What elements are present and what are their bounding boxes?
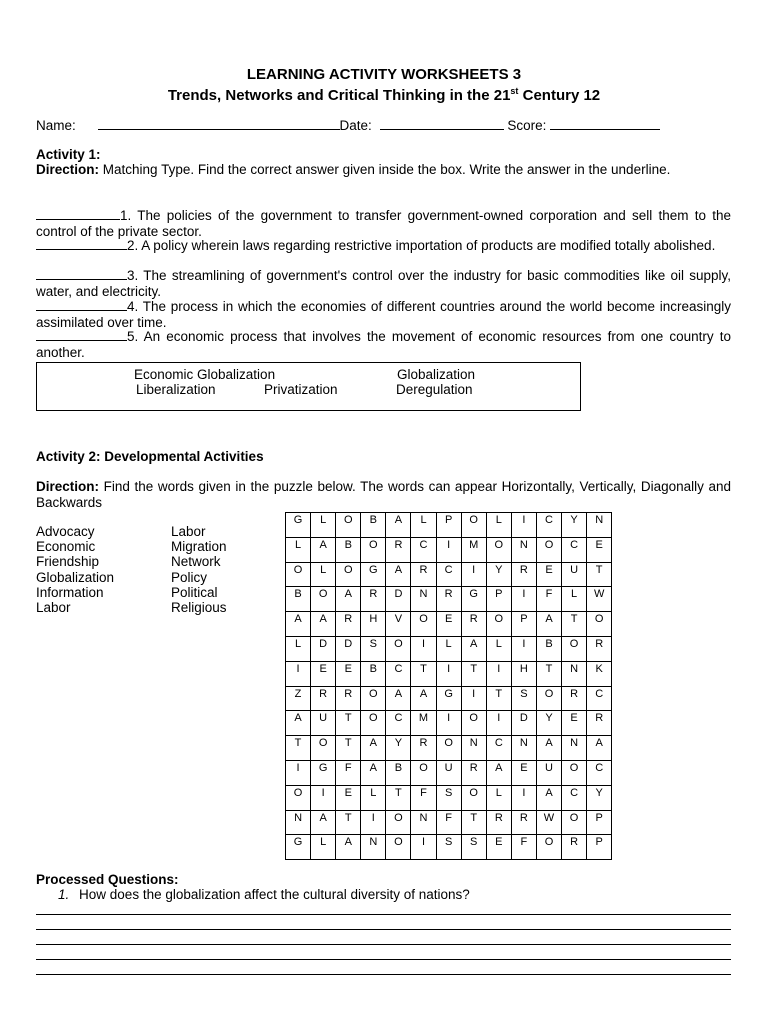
grid-cell[interactable]: T (286, 736, 311, 761)
grid-cell[interactable]: E (311, 661, 336, 686)
activity1-direction (36, 162, 731, 178)
grid-cell[interactable]: T (461, 661, 486, 686)
answer-choices-box (36, 362, 581, 411)
item-number: 3. (127, 268, 139, 283)
grid-cell[interactable]: B (536, 636, 561, 661)
grid-cell[interactable]: E (562, 711, 587, 736)
grid-cell[interactable]: A (336, 587, 361, 612)
grid-cell[interactable]: E (436, 612, 461, 637)
activity2-direction (36, 479, 731, 510)
grid-cell[interactable]: O (436, 736, 461, 761)
grid-cell[interactable]: L (486, 513, 511, 538)
grid-cell[interactable]: R (587, 711, 612, 736)
item-text: The process in which the economies of different countries around the world become increasingly assimilated over time. (36, 299, 732, 330)
answer-line[interactable] (36, 959, 731, 960)
grid-cell[interactable]: I (436, 537, 461, 562)
matching-item-2 (36, 237, 731, 254)
answer-line[interactable] (36, 929, 731, 930)
student-info-line (36, 117, 660, 134)
grid-cell[interactable]: A (361, 760, 386, 785)
grid-cell[interactable]: T (336, 810, 361, 835)
grid-cell[interactable]: H (511, 661, 536, 686)
grid-cell[interactable]: O (386, 835, 411, 860)
grid-row (286, 587, 612, 612)
grid-cell[interactable]: I (411, 636, 436, 661)
grid-cell[interactable]: O (486, 537, 511, 562)
grid-cell[interactable]: L (311, 562, 336, 587)
grid-cell[interactable]: O (386, 636, 411, 661)
grid-cell[interactable]: R (511, 562, 536, 587)
grid-cell[interactable]: I (511, 785, 536, 810)
grid-cell[interactable]: S (361, 636, 386, 661)
grid-row (286, 711, 612, 736)
grid-cell[interactable]: A (386, 686, 411, 711)
grid-cell[interactable]: A (361, 736, 386, 761)
grid-cell[interactable]: C (587, 686, 612, 711)
word-list-right (171, 524, 291, 615)
grid-cell[interactable]: L (286, 537, 311, 562)
grid-cell[interactable]: H (361, 612, 386, 637)
grid-cell[interactable]: R (562, 835, 587, 860)
grid-cell[interactable]: M (411, 711, 436, 736)
subtitle-text: Trends, Networks and Critical Thinking in the 21 (167, 87, 511, 104)
answer-blank-2[interactable] (36, 237, 127, 250)
grid-cell[interactable]: B (361, 513, 386, 538)
subtitle-superscript: st (510, 86, 519, 96)
grid-row (286, 661, 612, 686)
grid-cell[interactable]: K (587, 661, 612, 686)
grid-cell[interactable]: U (536, 760, 561, 785)
grid-cell[interactable]: I (511, 513, 536, 538)
item-number: 1. (120, 208, 132, 223)
grid-cell[interactable]: T (536, 661, 561, 686)
date-field[interactable] (380, 117, 504, 130)
grid-cell[interactable]: Y (562, 513, 587, 538)
item-text: The policies of the government to transfer government-owned corporation and sell them to the control of the private sector. (36, 208, 732, 239)
grid-cell[interactable]: O (536, 537, 561, 562)
grid-cell[interactable]: C (587, 760, 612, 785)
grid-cell[interactable]: C (536, 513, 561, 538)
grid-cell[interactable]: I (436, 661, 461, 686)
grid-cell[interactable]: B (336, 537, 361, 562)
grid-cell[interactable]: E (536, 562, 561, 587)
grid-cell[interactable]: N (562, 736, 587, 761)
grid-cell[interactable]: C (386, 661, 411, 686)
grid-cell[interactable]: U (436, 760, 461, 785)
grid-cell[interactable]: I (461, 562, 486, 587)
direction-label: Direction: (36, 162, 100, 177)
grid-row (286, 562, 612, 587)
grid-cell[interactable]: L (286, 636, 311, 661)
grid-cell[interactable]: O (286, 785, 311, 810)
word-item: Globalization (36, 569, 115, 585)
grid-cell[interactable]: S (511, 686, 536, 711)
grid-cell[interactable]: L (411, 513, 436, 538)
grid-cell[interactable]: R (587, 636, 612, 661)
grid-cell[interactable]: N (411, 587, 436, 612)
grid-cell[interactable]: I (511, 636, 536, 661)
grid-row (286, 636, 612, 661)
word-list-left (36, 524, 156, 615)
grid-cell[interactable]: F (511, 835, 536, 860)
grid-cell[interactable]: R (411, 562, 436, 587)
grid-cell[interactable]: A (486, 760, 511, 785)
choice-economic-globalization: Economic Globalization (134, 367, 276, 382)
grid-cell[interactable]: Z (286, 686, 311, 711)
grid-cell[interactable]: U (311, 711, 336, 736)
worksheet-subtitle (0, 84, 768, 104)
grid-cell[interactable]: O (361, 686, 386, 711)
grid-cell[interactable]: P (587, 810, 612, 835)
subtitle-text-end: Century 12 (518, 87, 601, 104)
grid-cell[interactable]: G (461, 587, 486, 612)
answer-line[interactable] (36, 914, 731, 915)
matching-item-5 (36, 328, 731, 360)
word-search-grid (285, 512, 612, 860)
grid-cell[interactable]: O (536, 835, 561, 860)
grid-cell[interactable]: P (486, 587, 511, 612)
grid-cell[interactable]: G (286, 513, 311, 538)
grid-cell[interactable]: T (461, 810, 486, 835)
grid-cell[interactable]: N (461, 736, 486, 761)
grid-cell[interactable]: G (311, 760, 336, 785)
choice-globalization: Globalization (397, 367, 476, 382)
matching-item-3 (36, 267, 731, 299)
grid-cell[interactable]: L (311, 835, 336, 860)
grid-cell[interactable]: N (411, 810, 436, 835)
grid-cell[interactable]: Y (486, 562, 511, 587)
grid-cell[interactable]: R (486, 810, 511, 835)
grid-row (286, 810, 612, 835)
grid-cell[interactable]: F (336, 760, 361, 785)
name-field[interactable] (98, 117, 340, 130)
grid-cell[interactable]: A (536, 612, 561, 637)
item-number: 4. (127, 299, 139, 314)
date-label: Date: (339, 118, 372, 133)
grid-cell[interactable]: D (386, 587, 411, 612)
direction-text: Matching Type. Find the correct answer given inside the box. Write the answer in the underline. (102, 162, 671, 177)
grid-cell[interactable]: I (436, 711, 461, 736)
grid-cell[interactable]: E (511, 760, 536, 785)
grid-cell[interactable]: D (311, 636, 336, 661)
item-number: 2. (127, 238, 139, 253)
grid-cell[interactable]: I (286, 760, 311, 785)
word-item: Information (36, 584, 104, 600)
question-number: 1. (58, 887, 70, 902)
grid-row (286, 785, 612, 810)
grid-cell[interactable]: S (436, 835, 461, 860)
word-item: Advocacy (36, 524, 95, 539)
grid-cell[interactable]: R (336, 612, 361, 637)
grid-cell[interactable]: E (336, 785, 361, 810)
grid-cell[interactable]: B (361, 661, 386, 686)
answer-line[interactable] (36, 944, 731, 945)
grid-cell[interactable]: G (286, 835, 311, 860)
name-label: Name: (36, 118, 76, 133)
score-label: Score: (507, 118, 547, 133)
answer-blank-3[interactable] (36, 267, 127, 280)
grid-cell[interactable]: P (587, 835, 612, 860)
worksheet-title: LEARNING ACTIVITY WORKSHEETS 3 (246, 66, 522, 83)
grid-cell[interactable]: A (286, 711, 311, 736)
grid-cell[interactable]: G (436, 686, 461, 711)
grid-cell[interactable]: T (386, 785, 411, 810)
grid-cell[interactable]: C (562, 537, 587, 562)
grid-row (286, 760, 612, 785)
grid-cell[interactable]: C (436, 562, 461, 587)
grid-cell[interactable]: N (361, 835, 386, 860)
word-item: Religious (171, 599, 227, 615)
grid-cell[interactable]: N (562, 661, 587, 686)
grid-cell[interactable]: B (386, 760, 411, 785)
grid-cell[interactable]: I (461, 686, 486, 711)
grid-row (286, 736, 612, 761)
grid-cell[interactable]: R (436, 587, 461, 612)
grid-cell[interactable]: I (486, 661, 511, 686)
grid-cell[interactable]: T (336, 736, 361, 761)
grid-cell[interactable]: A (311, 537, 336, 562)
grid-row (286, 686, 612, 711)
grid-cell[interactable]: I (311, 785, 336, 810)
grid-row (286, 612, 612, 637)
grid-cell[interactable]: C (386, 711, 411, 736)
grid-cell[interactable]: A (536, 785, 561, 810)
grid-cell[interactable]: I (411, 835, 436, 860)
score-field[interactable] (550, 117, 660, 130)
grid-cell[interactable]: A (386, 513, 411, 538)
grid-cell[interactable]: O (562, 636, 587, 661)
item-text: An economic process that involves the movement of economic resources from one country to another. (36, 329, 732, 360)
word-item: Network (171, 554, 221, 570)
grid-cell[interactable]: L (486, 785, 511, 810)
grid-cell[interactable]: D (336, 636, 361, 661)
grid-cell[interactable]: G (361, 562, 386, 587)
grid-cell[interactable]: E (486, 835, 511, 860)
grid-cell[interactable]: F (436, 810, 461, 835)
grid-cell[interactable]: L (562, 587, 587, 612)
answer-blank-4[interactable] (36, 298, 127, 311)
word-item: Political (171, 584, 218, 600)
grid-cell[interactable]: P (436, 513, 461, 538)
grid-cell[interactable]: R (361, 587, 386, 612)
grid-cell[interactable]: O (311, 736, 336, 761)
grid-cell[interactable]: U (562, 562, 587, 587)
grid-cell[interactable]: W (587, 587, 612, 612)
grid-cell[interactable]: R (461, 612, 486, 637)
question-text: How does the globalization affect the cultural diversity of nations? (79, 887, 470, 902)
grid-cell[interactable]: R (311, 686, 336, 711)
activity2-heading: Activity 2: Developmental Activities (36, 449, 264, 464)
answer-line[interactable] (36, 974, 731, 975)
choice-deregulation: Deregulation (396, 382, 473, 397)
matching-item-1 (36, 207, 731, 239)
grid-cell[interactable]: T (587, 562, 612, 587)
grid-cell[interactable]: R (461, 760, 486, 785)
word-item: Friendship (36, 554, 100, 570)
grid-cell[interactable]: R (411, 736, 436, 761)
grid-cell[interactable]: O (286, 562, 311, 587)
matching-item-4 (36, 298, 731, 330)
grid-cell[interactable]: S (436, 785, 461, 810)
questions-heading: Processed Questions: (36, 872, 179, 887)
question-1 (58, 887, 470, 903)
grid-cell[interactable]: I (486, 711, 511, 736)
grid-cell[interactable]: O (486, 612, 511, 637)
grid-cell[interactable]: C (562, 785, 587, 810)
grid-cell[interactable]: N (286, 810, 311, 835)
answer-blank-1[interactable] (36, 207, 120, 220)
answer-blank-5[interactable] (36, 328, 127, 341)
grid-cell[interactable]: A (286, 612, 311, 637)
grid-cell[interactable]: R (386, 537, 411, 562)
grid-cell[interactable]: T (411, 661, 436, 686)
grid-cell[interactable]: M (461, 537, 486, 562)
item-text: A policy wherein laws regarding restrictive importation of products are modified totally abolished. (141, 238, 716, 253)
grid-cell[interactable]: A (311, 612, 336, 637)
word-item: Economic (36, 539, 96, 555)
grid-cell[interactable]: R (511, 810, 536, 835)
grid-cell[interactable]: D (511, 711, 536, 736)
word-item: Labor (171, 524, 206, 539)
activity1-heading: Activity 1: (36, 147, 101, 162)
grid-cell[interactable]: T (562, 612, 587, 637)
grid-cell[interactable]: N (587, 513, 612, 538)
word-item: Policy (171, 569, 208, 585)
choice-liberalization: Liberalization (136, 382, 216, 397)
word-item: Labor (36, 599, 71, 615)
grid-cell[interactable]: R (562, 686, 587, 711)
grid-cell[interactable]: O (461, 513, 486, 538)
grid-cell[interactable]: L (311, 513, 336, 538)
grid-cell[interactable]: O (361, 537, 386, 562)
item-text: The streamlining of government's control over the industry for basic commodities like oil supply, water, and electricity. (36, 268, 732, 299)
grid-cell[interactable]: A (461, 636, 486, 661)
grid-cell[interactable]: O (361, 711, 386, 736)
grid-cell[interactable]: W (536, 810, 561, 835)
item-number: 5. (127, 329, 139, 344)
grid-cell[interactable]: N (511, 736, 536, 761)
grid-cell[interactable]: Y (536, 711, 561, 736)
grid-cell[interactable]: S (461, 835, 486, 860)
grid-cell[interactable]: E (336, 661, 361, 686)
grid-cell[interactable]: I (511, 587, 536, 612)
grid-cell[interactable]: A (411, 686, 436, 711)
grid-cell[interactable]: R (336, 686, 361, 711)
grid-cell[interactable]: O (411, 612, 436, 637)
grid-row (286, 537, 612, 562)
grid-cell[interactable]: A (587, 736, 612, 761)
grid-cell[interactable]: T (336, 711, 361, 736)
grid-cell[interactable]: P (511, 612, 536, 637)
choice-privatization: Privatization (264, 382, 338, 397)
grid-cell[interactable]: O (311, 587, 336, 612)
grid-cell[interactable]: A (336, 835, 361, 860)
grid-cell[interactable]: O (386, 810, 411, 835)
grid-cell[interactable]: O (562, 810, 587, 835)
grid-cell[interactable]: O (461, 711, 486, 736)
grid-row (286, 513, 612, 538)
grid-cell[interactable]: I (286, 661, 311, 686)
direction-label: Direction: (36, 479, 100, 494)
grid-cell[interactable]: L (361, 785, 386, 810)
grid-row (286, 835, 612, 860)
grid-cell[interactable]: V (386, 612, 411, 637)
grid-cell[interactable]: A (386, 562, 411, 587)
grid-cell[interactable]: F (411, 785, 436, 810)
grid-cell[interactable]: O (411, 760, 436, 785)
grid-cell[interactable]: T (486, 686, 511, 711)
grid-cell[interactable]: O (461, 785, 486, 810)
grid-cell[interactable]: O (336, 513, 361, 538)
grid-cell[interactable]: F (536, 587, 561, 612)
direction-text: Find the words given in the puzzle below. The words can appear Horizontally, Vertically, Diagonally and Backwards (36, 479, 731, 510)
grid-cell[interactable]: C (486, 736, 511, 761)
grid-cell[interactable]: Y (587, 785, 612, 810)
grid-cell[interactable]: E (587, 537, 612, 562)
grid-cell[interactable]: O (536, 686, 561, 711)
grid-cell[interactable]: I (361, 810, 386, 835)
grid-cell[interactable]: L (486, 636, 511, 661)
grid-cell[interactable]: A (536, 736, 561, 761)
word-item: Migration (171, 539, 227, 555)
grid-cell[interactable]: A (311, 810, 336, 835)
grid-cell[interactable]: O (562, 760, 587, 785)
grid-cell[interactable]: L (436, 636, 461, 661)
grid-cell[interactable]: B (286, 587, 311, 612)
grid-cell[interactable]: C (411, 537, 436, 562)
grid-cell[interactable]: N (511, 537, 536, 562)
grid-cell[interactable]: O (336, 562, 361, 587)
grid-cell[interactable]: O (587, 612, 612, 637)
grid-cell[interactable]: Y (386, 736, 411, 761)
